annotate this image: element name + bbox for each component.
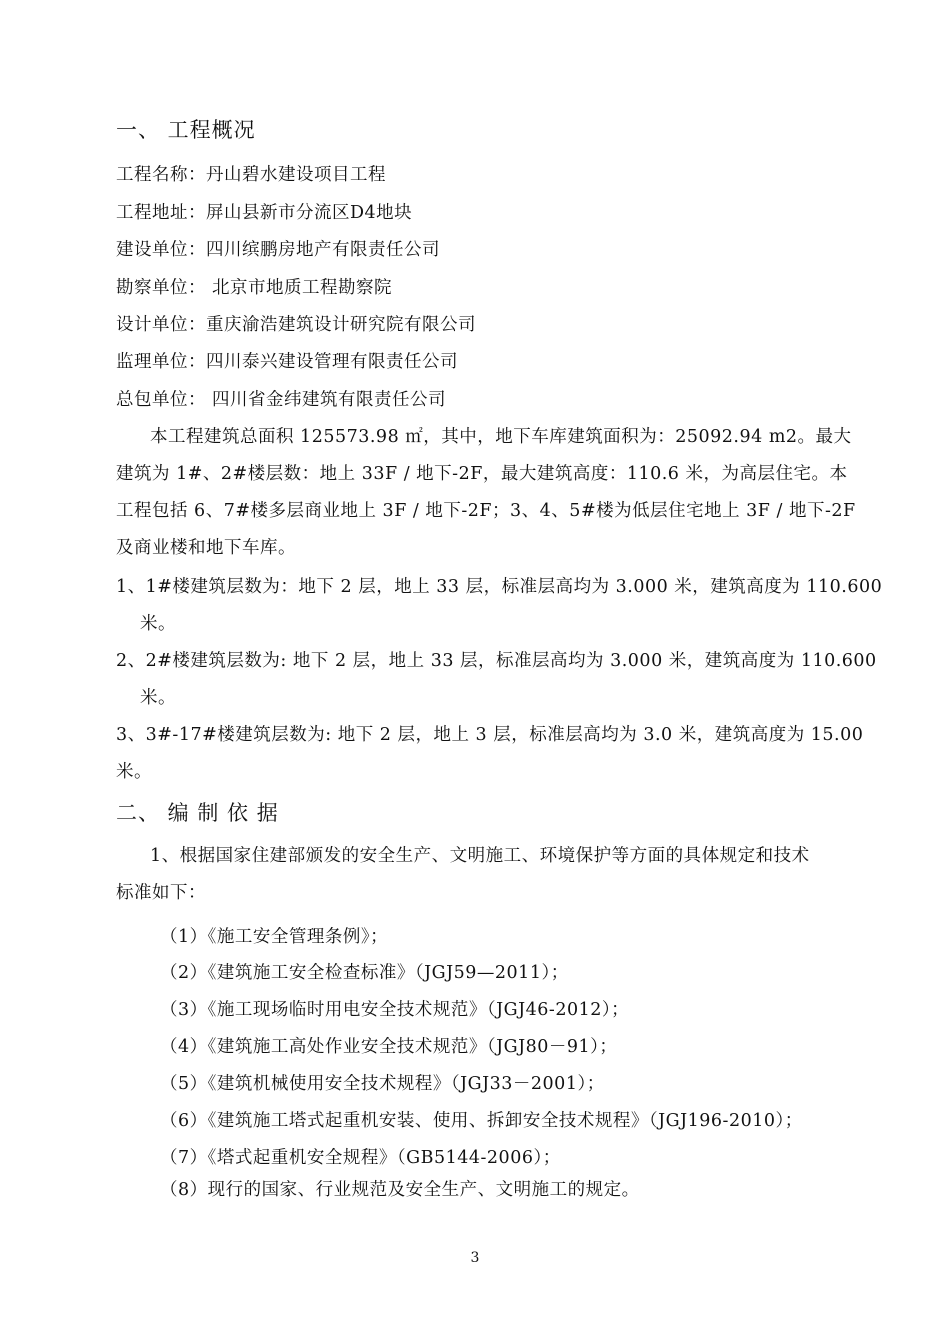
section-heading-overview: 一、 工程概况	[116, 118, 256, 142]
field-developer: 建设单位：四川缤鹏房地产有限责任公司	[116, 240, 440, 260]
overview-paragraph-line: 建筑为 1#、2#楼层数：地上 33F / 地下-2F，最大建筑高度：110.6 米，为高层住宅。本	[116, 464, 848, 484]
overview-paragraph-line: 工程包括 6、7#楼多层商业地上 3F / 地下-2F；3、4、5#楼为低层住宅地上 3F / 地下-2F	[116, 501, 856, 521]
overview-paragraph-line: 本工程建筑总面积 125573.98 ㎡，其中，地下车库建筑面积为：25092.94 m2。最大	[150, 427, 852, 447]
reference-item: （2）《建筑施工安全检查标准》（JGJ59—2011）；	[160, 963, 569, 983]
reference-item: （8）现行的国家、行业规范及安全生产、文明施工的规定。	[160, 1180, 640, 1200]
basis-intro-line: 1、根据国家住建部颁发的安全生产、文明施工、环境保护等方面的具体规定和技术	[150, 846, 810, 866]
overview-paragraph-line: 及商业楼和地下车库。	[116, 538, 296, 558]
field-project-address: 工程地址：屏山县新市分流区D4地块	[116, 203, 413, 223]
reference-item: （7）《塔式起重机安全规程》（GB5144-2006）；	[160, 1148, 561, 1168]
building-item-2-cont: 米。	[140, 688, 176, 708]
reference-item: （3）《施工现场临时用电安全技术规范》（JGJ46-2012）；	[160, 1000, 630, 1020]
reference-item: （6）《建筑施工塔式起重机安装、使用、拆卸安全技术规程》（JGJ196-2010）；	[160, 1111, 803, 1131]
reference-item: （5）《建筑机械使用安全技术规程》（JGJ33－2001）；	[160, 1074, 605, 1094]
reference-item: （4）《建筑施工高处作业安全技术规范》（JGJ80－91）；	[160, 1037, 618, 1057]
building-item-3-cont: 米。	[116, 762, 152, 782]
basis-intro-line: 标准如下：	[116, 883, 206, 903]
building-item-2: 2、2#楼建筑层数为: 地下 2 层，地上 33 层，标准层高均为 3.000 米，建筑高度为 110.600	[116, 651, 877, 671]
field-supervision-unit: 监理单位：四川泰兴建设管理有限责任公司	[116, 352, 458, 372]
section-heading-basis: 二、 编 制 依 据	[116, 801, 279, 825]
page-number: 3	[470, 1250, 480, 1266]
field-survey-unit: 勘察单位： 北京市地质工程勘察院	[116, 278, 393, 298]
building-item-1-cont: 米。	[140, 614, 176, 634]
field-general-contractor: 总包单位： 四川省金纬建筑有限责任公司	[116, 390, 447, 410]
reference-item: （1）《施工安全管理条例》；	[160, 927, 389, 947]
building-item-3: 3、3#-17#楼建筑层数为: 地下 2 层，地上 3 层，标准层高均为 3.0 米，建筑高度为 15.00	[116, 725, 864, 745]
field-project-name: 工程名称：丹山碧水建设项目工程	[116, 165, 386, 185]
building-item-1: 1、1#楼建筑层数为：地下 2 层，地上 33 层，标准层高均为 3.000 米，建筑高度为 110.600	[116, 577, 883, 597]
field-design-unit: 设计单位：重庆渝浩建筑设计研究院有限公司	[116, 315, 476, 335]
